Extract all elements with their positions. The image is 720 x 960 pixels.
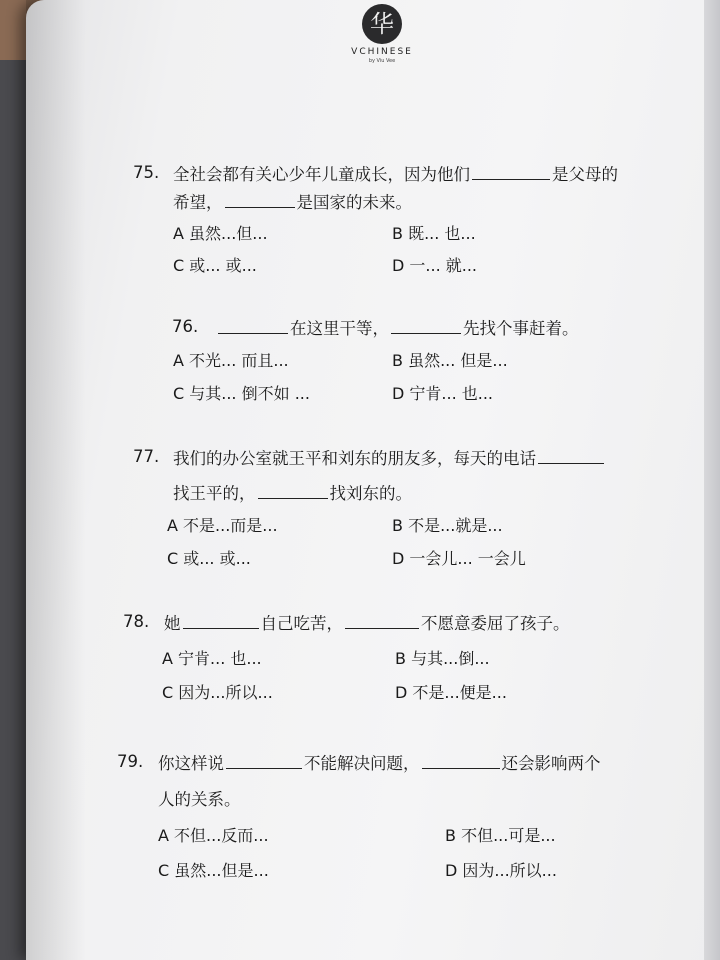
option-c: C 或... 或... bbox=[167, 549, 251, 568]
option-d: D 不是...便是... bbox=[395, 683, 507, 702]
question-text: 人的关系。 bbox=[158, 790, 241, 809]
answer-blank bbox=[345, 614, 419, 629]
question-text: 她 bbox=[164, 614, 181, 633]
answer-blank bbox=[538, 449, 604, 464]
answer-blank bbox=[472, 165, 550, 180]
option-b: B 不但...可是... bbox=[445, 826, 556, 845]
option-d: D 宁肯... 也... bbox=[392, 384, 494, 403]
answer-blank bbox=[391, 319, 461, 334]
option-b: B 与其...倒... bbox=[395, 649, 490, 668]
page-edge bbox=[704, 0, 720, 960]
question-text: 我们的办公室就王平和刘东的朋友多，每天的电话 bbox=[173, 449, 536, 468]
question-text-line2 bbox=[158, 786, 241, 810]
option-c: C 因为...所以... bbox=[162, 683, 273, 702]
question-text-line1 bbox=[173, 445, 606, 469]
option-a: A 虽然...但... bbox=[173, 224, 268, 243]
option-c: C 或... 或... bbox=[173, 256, 257, 275]
question-text: 你这样说 bbox=[158, 754, 224, 773]
question-number: 77. bbox=[133, 447, 160, 466]
answer-blank bbox=[183, 614, 259, 629]
option-d: D 一... 就... bbox=[392, 256, 478, 275]
question-text: 先找个事赶着。 bbox=[463, 319, 579, 338]
question-text-line1 bbox=[158, 750, 601, 774]
question-text: 找刘东的。 bbox=[329, 484, 412, 503]
question-text: 是国家的未来。 bbox=[296, 193, 412, 212]
question-text: 还会影响两个 bbox=[501, 754, 601, 773]
question-text: 不愿意委屈了孩子。 bbox=[421, 614, 570, 633]
option-a: A 不但...反而... bbox=[158, 826, 269, 845]
option-b: B 既... 也... bbox=[392, 224, 476, 243]
question-text: 自己吃苦， bbox=[260, 614, 343, 633]
logo-subtitle: by Viu Vee bbox=[368, 58, 396, 64]
option-c: C 虽然...但是... bbox=[158, 861, 269, 880]
question-text-line2 bbox=[173, 189, 412, 213]
question-text-line1 bbox=[173, 161, 618, 185]
question-text: 不能解决问题， bbox=[304, 754, 420, 773]
option-b: B 虽然... 但是... bbox=[392, 351, 508, 370]
question-text: 在这里干等， bbox=[290, 319, 389, 338]
question-text: 希望， bbox=[173, 193, 223, 212]
logo-emblem-icon: 华 bbox=[362, 4, 402, 44]
question-number: 76. bbox=[172, 317, 199, 336]
question-number: 79. bbox=[117, 752, 144, 771]
answer-blank bbox=[226, 754, 302, 769]
question-text-line2 bbox=[173, 480, 412, 504]
option-a: A 不是...而是... bbox=[167, 516, 278, 535]
question-text: 全社会都有关心少年儿童成长，因为他们 bbox=[173, 165, 470, 184]
question-text: 是父母的 bbox=[552, 165, 618, 184]
question-number: 75. bbox=[133, 163, 160, 182]
question-text-line1 bbox=[216, 315, 579, 339]
answer-blank bbox=[218, 319, 288, 334]
question-text-line1 bbox=[164, 610, 570, 634]
option-b: B 不是...就是... bbox=[392, 516, 503, 535]
option-a: A 不光... 而且... bbox=[173, 351, 289, 370]
option-d: D 一会儿... 一会儿 bbox=[392, 549, 526, 568]
answer-blank bbox=[258, 484, 328, 499]
question-number: 78. bbox=[123, 612, 150, 631]
answer-blank bbox=[225, 193, 295, 208]
option-a: A 宁肯... 也... bbox=[162, 649, 262, 668]
option-c: C 与其... 倒不如 ... bbox=[173, 384, 310, 403]
option-d: D 因为...所以... bbox=[445, 861, 557, 880]
answer-blank bbox=[422, 754, 500, 769]
logo-name: VCHINESE bbox=[351, 47, 413, 57]
brand-logo bbox=[332, 4, 432, 64]
question-text: 找王平的， bbox=[173, 484, 256, 503]
